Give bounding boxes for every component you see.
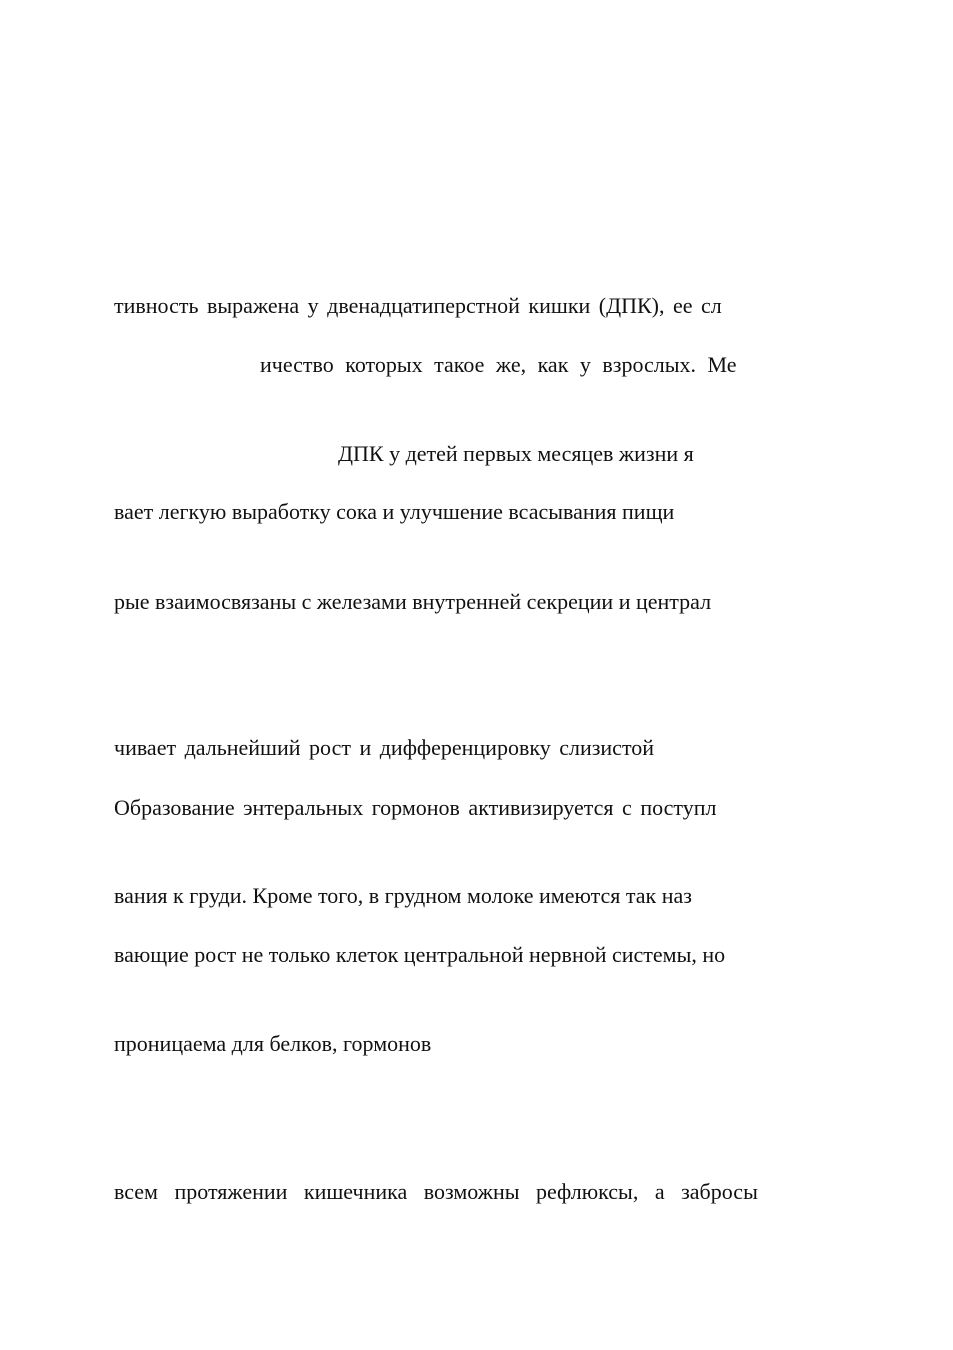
- text-line-5: рые взаимосвязаны с железами внутренней секреции и централ: [114, 589, 712, 614]
- text-line-10: проницаема для белков, гормонов: [114, 1031, 432, 1056]
- text-line-7: Образование энтеральных гормонов активизируется с поступл: [114, 795, 717, 820]
- text-line-2: ичество которых такое же, как у взрослых. Ме: [260, 352, 737, 377]
- text-line-11: всем протяжении кишечника возможны рефлюксы, а забросы: [114, 1179, 758, 1204]
- text-line-9: вающие рост не только клеток центральной нервной системы, но: [114, 942, 726, 967]
- text-line-1: тивность выражена у двенадцатиперстной кишки (ДПК), ее сл: [114, 293, 722, 318]
- text-line-3: ДПК у детей первых месяцев жизни я: [338, 441, 694, 466]
- text-line-6: чивает дальнейший рост и дифференцировку слизистой: [114, 735, 655, 760]
- text-line-4: вает легкую выработку сока и улучшение всасывания пищи: [114, 499, 675, 524]
- text-line-8: вания к груди. Кроме того, в грудном молоке имеются так наз: [114, 883, 692, 908]
